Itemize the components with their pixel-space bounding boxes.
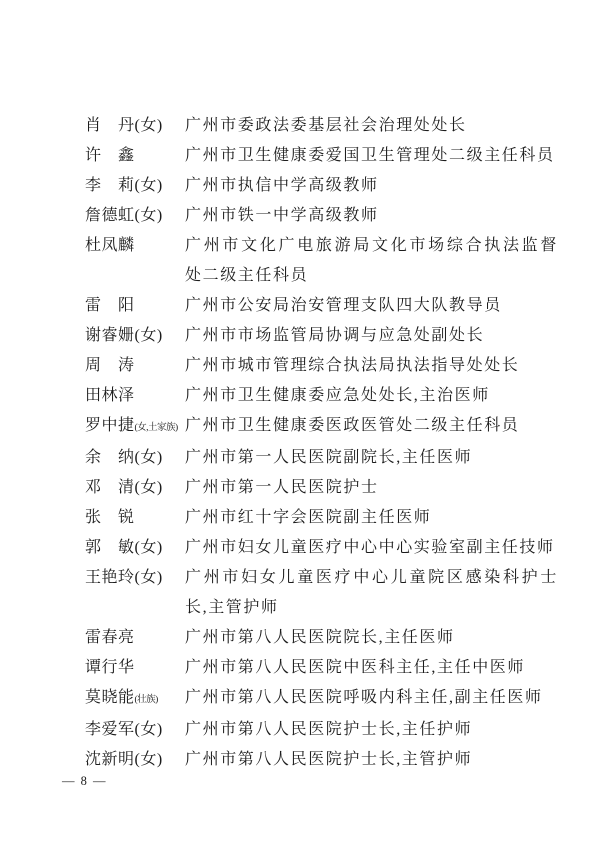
honoree-title: [185, 231, 558, 291]
honoree-gender-ethnicity-note: (女): [134, 539, 163, 556]
honoree-entry: [85, 503, 558, 533]
honoree-name-text: 肖 丹: [85, 117, 135, 134]
honoree-gender-ethnicity-note: (女): [134, 569, 163, 586]
honoree-title-line: 广州市第一人民医院副院长,主任医师: [185, 449, 473, 466]
honoree-entry: [85, 533, 558, 563]
honoree-title-line: 广州市卫生健康委应急处处长,主治医师: [185, 387, 490, 404]
honoree-name: [85, 231, 185, 261]
honoree-name-text: 詹德虹: [85, 207, 135, 224]
honoree-entry: [85, 201, 558, 231]
honoree-name: [85, 443, 185, 473]
honoree-title-line: 广州市第一人民医院护士: [185, 479, 379, 496]
honoree-title-line: 广州市第八人民医院中医科主任,主任中医师: [185, 659, 526, 676]
honoree-gender-ethnicity-note: (女): [134, 479, 163, 496]
honoree-entry: [85, 171, 558, 201]
honoree-title: [185, 381, 558, 411]
honoree-name: [85, 653, 185, 683]
honoree-title-line: 广州市文化广电旅游局文化市场综合执法监督: [185, 237, 558, 254]
honoree-title: [185, 443, 558, 473]
honoree-name-text: 许 鑫: [85, 147, 135, 164]
honoree-title: [185, 141, 558, 171]
honoree-title-line: 处二级主任科员: [185, 267, 309, 284]
honoree-name: [85, 473, 185, 503]
honoree-title-line: 广州市妇女儿童医疗中心中心实验室副主任技师: [185, 539, 555, 556]
honoree-entry: [85, 653, 558, 683]
honoree-entry: [85, 715, 558, 745]
honoree-title-line: 长,主管护师: [185, 599, 279, 616]
honoree-title-line: 广州市第八人民医院护士长,主任护师: [185, 721, 473, 738]
honoree-entry: [85, 111, 558, 141]
honoree-name-text: 莫晓能: [85, 689, 135, 706]
honoree-name-text: 张 锐: [85, 509, 135, 526]
honoree-title-line: 广州市卫生健康委医政医管处二级主任科员: [185, 417, 520, 434]
honoree-name: [85, 321, 185, 351]
honoree-title: [185, 503, 558, 533]
honoree-name-text: 沈新明: [85, 751, 135, 768]
honoree-title-line: 广州市第八人民医院呼吸内科主任,副主任医师: [185, 689, 543, 706]
honoree-entry: [85, 443, 558, 473]
honoree-name-text: 郭 敏: [85, 539, 135, 556]
honoree-title: [185, 201, 558, 231]
honoree-gender-ethnicity-note: (女,土家族): [134, 423, 178, 433]
honoree-title: [185, 715, 558, 745]
honoree-title-line: 广州市城市管理综合执法局执法指导处处长: [185, 357, 520, 374]
page-number: — 8 —: [62, 774, 107, 788]
honoree-gender-ethnicity-note: (女): [134, 327, 163, 344]
honoree-title-line: 广州市铁一中学高级教师: [185, 207, 379, 224]
honoree-title: [185, 623, 558, 653]
honoree-name: [85, 141, 185, 171]
honoree-title-line: 广州市第八人民医院护士长,主管护师: [185, 751, 473, 768]
honoree-name-text: 余 纳: [85, 449, 135, 466]
honoree-name: [85, 111, 185, 141]
honoree-name-text: 李 莉: [85, 177, 135, 194]
honoree-title: [185, 171, 558, 201]
honoree-name-text: 李爱军: [85, 721, 135, 738]
honoree-gender-ethnicity-note: (女): [134, 721, 163, 738]
honoree-title: [185, 473, 558, 503]
honoree-title-line: 广州市红十字会医院副主任医师: [185, 509, 432, 526]
honoree-name-text: 雷 阳: [85, 297, 135, 314]
honoree-title: [185, 533, 558, 563]
honoree-title: [185, 653, 558, 683]
honoree-title-line: 广州市执信中学高级教师: [185, 177, 379, 194]
honoree-entry: [85, 623, 558, 653]
honoree-title-line: 广州市委政法委基层社会治理处处长: [185, 117, 467, 134]
honoree-entry: [85, 381, 558, 411]
honoree-list: [85, 111, 558, 775]
honoree-entry: [85, 411, 558, 443]
honoree-name: [85, 745, 185, 775]
honoree-name-text: 谢睿姗: [85, 327, 135, 344]
honoree-entry: [85, 563, 558, 623]
honoree-title-line: 广州市卫生健康委爱国卫生管理处二级主任科员: [185, 147, 555, 164]
honoree-entry: [85, 291, 558, 321]
honoree-entry: [85, 683, 558, 715]
honoree-gender-ethnicity-note: (壮族): [134, 695, 158, 705]
honoree-name-text: 杜凤麟: [85, 237, 135, 254]
honoree-title: [185, 111, 558, 141]
honoree-name: [85, 291, 185, 321]
honoree-entry: [85, 473, 558, 503]
honoree-gender-ethnicity-note: (女): [134, 207, 163, 224]
honoree-name: [85, 171, 185, 201]
honoree-name: [85, 503, 185, 533]
honoree-entry: [85, 351, 558, 381]
honoree-name-text: 谭行华: [85, 659, 135, 676]
honoree-name: [85, 623, 185, 653]
honoree-gender-ethnicity-note: (女): [134, 117, 163, 134]
honoree-title: [185, 291, 558, 321]
honoree-name: [85, 715, 185, 745]
honoree-name-text: 王艳玲: [85, 569, 135, 586]
honoree-name-text: 田林泽: [85, 387, 135, 404]
honoree-entry: [85, 745, 558, 775]
honoree-gender-ethnicity-note: (女): [134, 177, 163, 194]
honoree-name: [85, 683, 185, 715]
honoree-name-text: 雷春亮: [85, 629, 135, 646]
honoree-title: [185, 683, 558, 713]
honoree-title-line: 广州市公安局治安管理支队四大队教导员: [185, 297, 502, 314]
honoree-title-line: 广州市第八人民医院院长,主任医师: [185, 629, 455, 646]
honoree-title-line: 广州市市场监管局协调与应急处副处长: [185, 327, 485, 344]
honoree-entry: [85, 321, 558, 351]
honoree-name: [85, 411, 185, 443]
honoree-title: [185, 321, 558, 351]
honoree-entry: [85, 141, 558, 171]
honoree-title: [185, 411, 558, 441]
honoree-title-line: 广州市妇女儿童医疗中心儿童院区感染科护士: [185, 569, 558, 586]
honoree-name: [85, 563, 185, 593]
honoree-name-text: 罗中捷: [85, 417, 135, 434]
honoree-entry: [85, 231, 558, 291]
honoree-gender-ethnicity-note: (女): [134, 751, 163, 768]
honoree-gender-ethnicity-note: (女): [134, 449, 163, 466]
honoree-name: [85, 351, 185, 381]
honoree-name: [85, 201, 185, 231]
honoree-name-text: 邓 清: [85, 479, 135, 496]
honoree-title: [185, 563, 558, 623]
honoree-name: [85, 381, 185, 411]
honoree-name: [85, 533, 185, 563]
honoree-title: [185, 351, 558, 381]
honoree-title: [185, 745, 558, 775]
honoree-name-text: 周 涛: [85, 357, 135, 374]
